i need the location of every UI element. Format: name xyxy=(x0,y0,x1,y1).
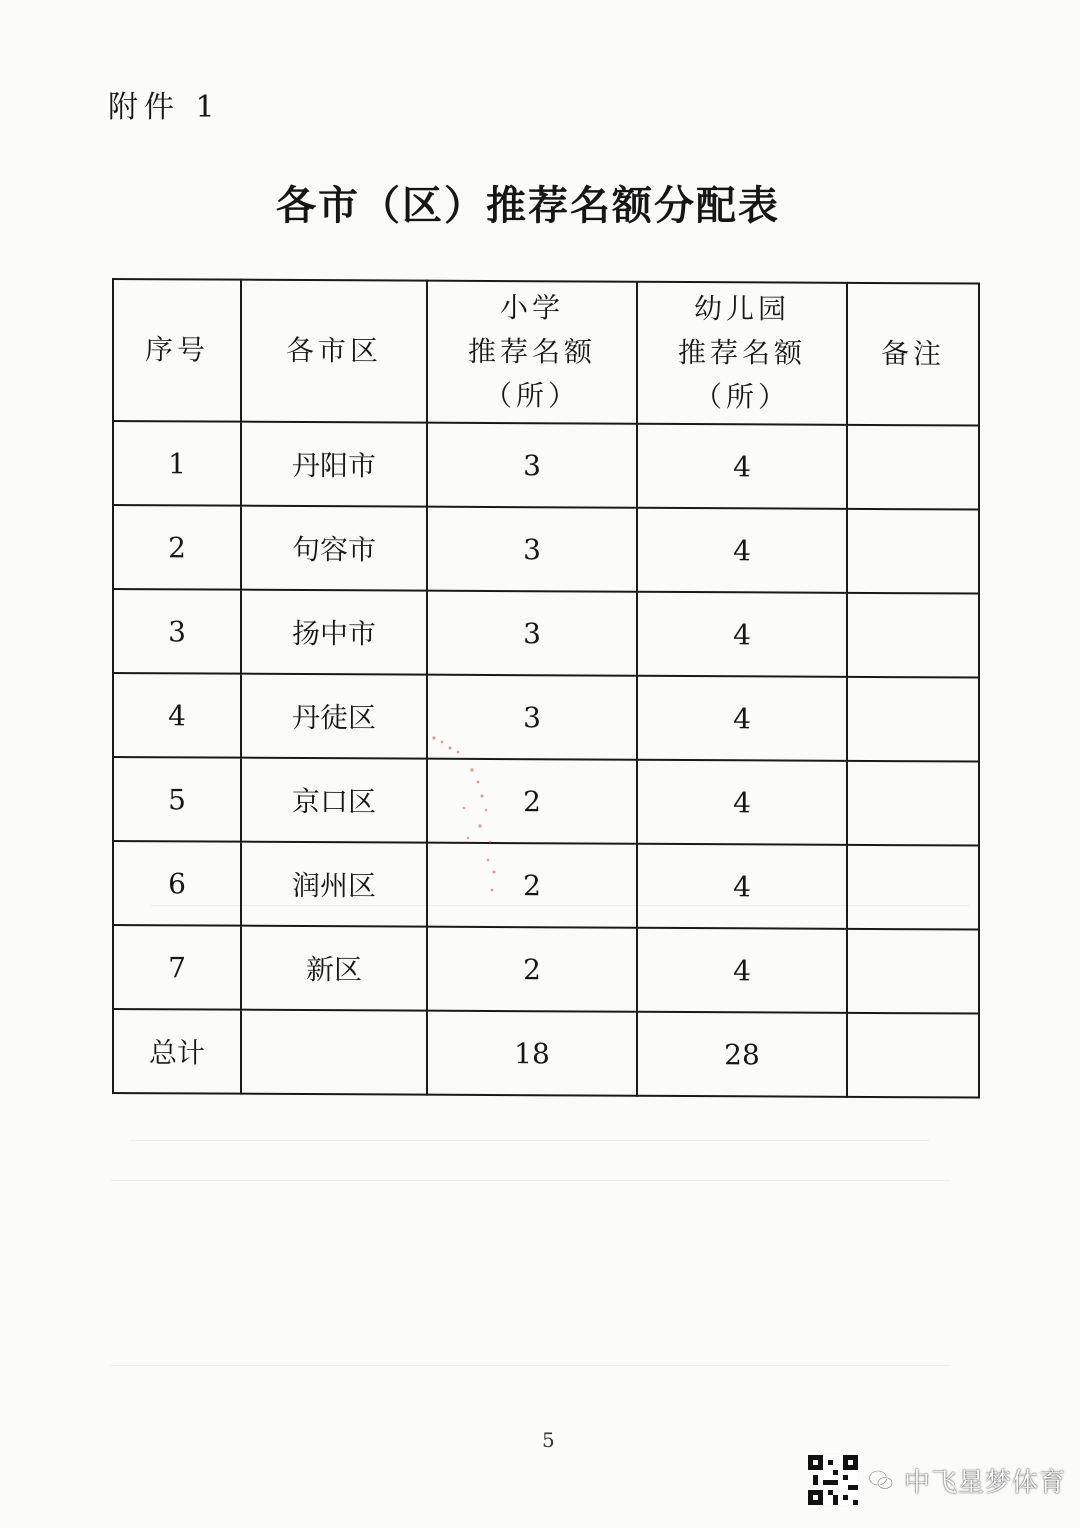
total-label: 总计 xyxy=(113,1009,241,1094)
page-title: 各市（区）推荐名额分配表 xyxy=(276,183,780,229)
row-remark xyxy=(847,929,979,1014)
row-index: 4 xyxy=(113,673,241,758)
row-district: 丹阳市 xyxy=(241,422,427,507)
table-row xyxy=(113,505,979,594)
table-row xyxy=(113,841,979,930)
total-remark xyxy=(847,1013,979,1098)
total-kindergarten: 28 xyxy=(637,1012,847,1097)
row-district: 润州区 xyxy=(241,842,427,927)
table-row xyxy=(113,925,979,1014)
header-kindergarten-line: 推荐名额 xyxy=(677,335,806,370)
header-primary xyxy=(427,281,637,424)
row-district: 丹徒区 xyxy=(241,674,427,759)
total-district xyxy=(241,1010,427,1095)
header-kindergarten xyxy=(637,282,847,425)
row-district: 京口区 xyxy=(241,758,427,843)
wechat-watermark xyxy=(808,1455,1066,1505)
row-primary: 2 xyxy=(427,843,637,928)
row-remark xyxy=(847,509,979,594)
row-primary: 2 xyxy=(427,927,637,1012)
row-kindergarten: 4 xyxy=(637,508,847,593)
bleed-through-line xyxy=(130,1140,930,1141)
row-kindergarten: 4 xyxy=(637,424,847,509)
row-primary: 2 xyxy=(427,759,637,844)
row-primary: 3 xyxy=(427,591,637,676)
qr-code-icon xyxy=(808,1455,858,1505)
table-row xyxy=(113,589,979,678)
row-district: 句容市 xyxy=(241,506,427,591)
header-primary-line: （所） xyxy=(483,378,580,413)
bleed-through-line xyxy=(110,1180,950,1181)
header-kindergarten-line: 幼儿园 xyxy=(693,292,790,326)
row-remark xyxy=(847,761,979,846)
bleed-through-line xyxy=(110,1365,950,1366)
header-district: 各市区 xyxy=(241,280,427,423)
header-index: 序号 xyxy=(113,279,241,422)
row-primary: 3 xyxy=(427,423,637,508)
row-remark xyxy=(847,845,979,930)
page-number: 5 xyxy=(542,1428,555,1452)
header-kindergarten-line: （所） xyxy=(693,380,790,414)
attachment-label: 附件 1 xyxy=(108,90,221,125)
row-remark xyxy=(847,677,979,762)
header-primary-line: 推荐名额 xyxy=(467,334,596,369)
row-remark xyxy=(847,425,979,510)
table-row xyxy=(113,421,979,510)
row-primary: 3 xyxy=(427,675,637,760)
row-kindergarten: 4 xyxy=(637,592,847,677)
row-index: 2 xyxy=(113,505,241,590)
quota-table xyxy=(112,278,980,1099)
row-index: 1 xyxy=(113,421,241,506)
row-index: 5 xyxy=(113,757,241,842)
row-kindergarten: 4 xyxy=(637,844,847,929)
row-kindergarten: 4 xyxy=(637,760,847,845)
header-remark: 备注 xyxy=(847,283,979,426)
row-remark xyxy=(847,593,979,678)
row-district: 新区 xyxy=(241,926,427,1011)
header-primary-line: 小学 xyxy=(499,291,564,325)
table-row xyxy=(113,757,979,846)
watermark-text: 中飞星梦体育 xyxy=(904,1467,1067,1498)
table-total-row xyxy=(113,1009,979,1098)
total-primary: 18 xyxy=(427,1011,637,1096)
row-index: 6 xyxy=(113,841,241,926)
row-kindergarten: 4 xyxy=(637,928,847,1013)
row-index: 3 xyxy=(113,589,241,674)
row-kindergarten: 4 xyxy=(637,676,847,761)
table-header-row xyxy=(113,279,979,426)
row-index: 7 xyxy=(113,925,241,1010)
wechat-icon xyxy=(868,1467,894,1493)
row-district: 扬中市 xyxy=(241,590,427,675)
quota-table-wrapper xyxy=(112,278,978,1099)
row-primary: 3 xyxy=(427,507,637,592)
table-row xyxy=(113,673,979,762)
